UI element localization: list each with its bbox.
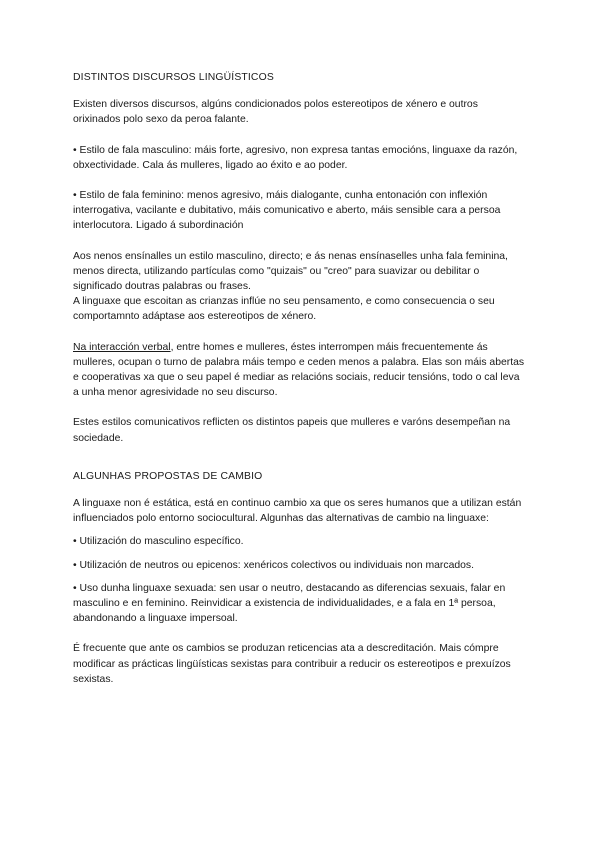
children-paragraph: Aos nenos ensínalles un estilo masculino, directo; e ás nenas ensínaselles unha fala feminina, menos directa, utilizando partículas como "quizais" ou "creo" para suavizar ou debilitar o significado doutras palabras ou frases.: [73, 250, 508, 293]
change-item-neutral: • Utilización de neutros ou epicenos: xenéricos colectivos ou individuais non marcados.: [73, 559, 475, 571]
verbal-interaction-text: , entre homes e mulleres, éstes interrompen máis frecuentemente ás mulleres, ocupan o turno de palabra máis tempo e ceden menos a palabra. Elas son máis abertas e cooperativas xa que o seu papel é mediar as relacións sociais, reducir tensións, todo o cal leva a unha menor agresividade no seu discurso.: [73, 341, 525, 399]
conclusion-paragraph: É frecuente que ante os cambios se produzan reticencias ata a descreditación. Mais cómpre modificar as prácticas lingüísticas sexistas para contribuir a reducir os estereotipos e prexuízos sexistas.: [73, 643, 511, 685]
communicative-styles-paragraph: Estes estilos comunicativos reflicten os distintos papeis que mulleres e varóns desempeñan na sociedade.: [73, 417, 511, 444]
change-intro-paragraph: A linguaxe non é estática, está en continuo cambio xa que os seres humanos que a utilizan están influenciados polo entorno sociocultural. Algunhas das alternativas de cambio na linguaxe:: [73, 498, 522, 525]
feminine-style-paragraph: • Estilo de fala feminino: menos agresivo, máis dialogante, cunha entonación con inflexión interrogativa, vacilante e dubitativo, máis comunicativo e aberto, máis sensible cara a persoa interlocutora. Ligado á subordinación: [73, 190, 501, 232]
masculine-style-paragraph: • Estilo de fala masculino: máis forte, agresivo, non expresa tantas emocións, linguaxe da razón, obxectividade. Cala ás mulleres, ligado ao éxito e ao poder.: [73, 144, 518, 171]
section-heading-propostas: ALGUNHAS PROPOSTAS DE CAMBIO: [73, 470, 263, 482]
change-item-sexed-language: • Uso dunha linguaxe sexuada: sen usar o neutro, destacando as diferencias sexuais, falar en masculino e en feminino. Reinvidicar a existencia de individualidades, e a fala en 1ª persoa, abandonando a linguaxe impersoal.: [73, 582, 506, 625]
verbal-interaction-paragraph: [73, 340, 525, 401]
change-item-masculine: • Utilización do masculino específico.: [73, 536, 244, 548]
section-heading-discursos: DISTINTOS DISCURSOS LINGÜÍSTICOS: [73, 72, 274, 83]
intro-paragraph: Existen diversos discursos, algúns condicionados polos estereotipos de xénero e outros orixinados polo sexo da peroa falante.: [73, 99, 478, 126]
children-influence-paragraph: A linguaxe que escoitan as crianzas inflúe no seu pensamento, e como consecuencia o seu comportamnto adáptase aos estereotipos de xénero.: [73, 296, 495, 323]
verbal-interaction-label: Na interacción verbal: [73, 341, 171, 353]
document-body: [73, 70, 525, 687]
